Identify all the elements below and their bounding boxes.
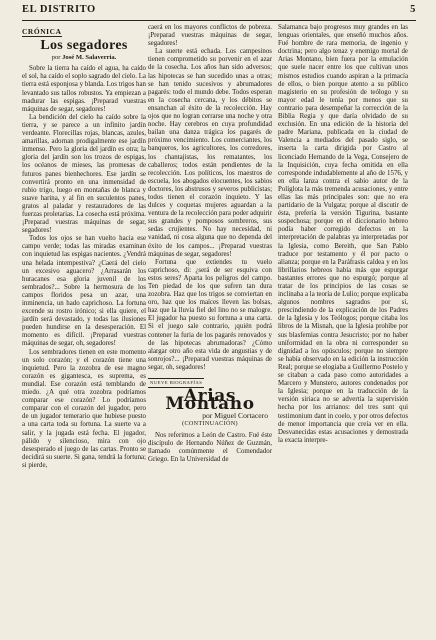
paragraph: Salamanca bajo progresos muy grandes en las lenguas orientales, que enseñó muchos años. Fué hombre de rara memoria, de ingenio y doctrina; pero algo tenaz y enemigo mortal de Arias Montano, bien fuera por la emulación que suele nacer entre los que cultivan unos mismos estudios cuando aspiran a la primacía de ellos, o bien porque atento a su público magisterio en su profesión de teólogo y su mayor edad le tenía por menos que su contrario para desempeñar la corrección de la Biblia Regia y que daría olvidado de su exclusión. En una edición de la historia del padre Mariana, publicada en la ciudad de Valencia a mediados del pasado siglo, se inserta la carta dirigida por Castro al licenciado Hernando de la Vega, Consejero de la Inquisición, cuya fecha omitida en ella corresponde indudablemente al año de 1576, y en ella lanza contra el sabio autor de la Políglota la más tremenda acusaciones, y entre ellas las más principales son: que no era partidario de la Vulgata; porque al discutir de ésta, prefería la versión Tigurina, bastante sospechosa; porque en el diccionario hebreo podía haber corregido defectos en la interpretación de palabras ya interpretadas por la Iglesia, como Bereith, que San Pablo traduce por testamento y él por pacto o alianza; porque en la Paráfrasis caldea y en los librillarios hebreos había más que espurgar bastantes errores que no espurgó; porque al tratar de los principios de las cosas se inclinaba a la teoría de Lulio; porque explicaba algunos nombres sagrados por sí, prescindiendo de la explicación de los Padres de la Iglesia y los Teólogos; porque citaba los libros de la Misnah, que la Iglesia prohíbe por sus blasfemias contra Jesucristo; por no haber uniformidad en la obra ni corresponder su dignidad a los opúsculos; porque no siempre se había observado en la edición la instrucción Real; porque se elogiaba a Guillermo Postelo y se citaban a cada paso como autoridades a Marcero y Munstero, autores condenados por la Iglesia; porque en la traducción de la versión siriaca no se advertía la supervisión hecha por los arrianos: del tres sunt qui testimonium dant in coelo, y por otros defectos de menor importancia que creía ver en ella. Desvanecidas estas acusaciones y demostrada la exacta interpre-: [278, 24, 408, 444]
paragraph: Todos los ojos se han vuelto hacia ese campo verde; todas las miradas examinan con inquietud las espigas nacientes. ¿Vendrá una helada intempestiva? ¿Caerá del cielo un excesivo aguacero? ¿Arrasarán los huracanes esa gloria juvenil de los sembrados?... Sobre la hermosura de los campos floridos pesa un azar, una inminencia, un hado caprichoso. La fortuna excende su rostro irónico; si ella quiere, el jardín será devastado, y todas las ilusiones pueden hundirse en la desesperación. El momento es difícil. ¡Preparad vuestras máquinas de segar, oh, segadores!: [22, 235, 146, 348]
article-title: Los segadores: [40, 38, 128, 54]
header-rule: [22, 20, 416, 21]
section-label: CRÓNICA: [22, 27, 62, 36]
column-3: [278, 24, 408, 445]
continuation-note: (CONTINUACIÓN): [182, 420, 238, 428]
paragraph: Fortuna que extiendes tu vuelo caprichoso, di: ¿será de ser esquiva con estos seres? Aparta los peligros del campo. Ten piedad de los que sufren tan dura zozobra. Haz que los trigos se conviertan en oro, haz que los maíces lleven las bolsas, haz que la lluvia fiel del lino no se malogre. El jugador ha puesto su fortuna a una carta. Si el juego sale contrario, ¡quién podrá contener la furia de los pagarés renovados y de las hipotecas abrumadoras? ¿Cómo alargar otro año esta vida de angustias y de sonrojos?... ¡Preparad vuestras máquinas de segar, oh, segadores!: [148, 258, 272, 371]
series-label: NUEVE BIOGRAFÍAS: [148, 378, 204, 388]
paragraph: La suerte está echada. Los campesinos tienen comprometido su porvenir en el azar de la cosecha. Los años han sido adversos; las hipotecas se han sucedido unas a otras; se han tenido sucesivos y abrumadores pagarés: todo el mundo debe. Todos esperan en la cosecha cercana, y los débitos se ensanchan al éxito de la recolección. Hay ojos que no logran cerrarse una noche y otra noche. Hay cerebros en cuya profundidad bailan una danza trágica los pagarés de próximo vencimiento. Los comerciantes, los banqueros, los agricultores, los corredores, los chantajistas, los rematantes, los caballeros; todos están pendientes de la recolección. Los políticos, los maestros de escuela, los abogados elocuentes, los sabios doctores, los abstrusos y severos publicistas; todos tienen el corazón inquieto. Y las dulces y coquetas mujeres aguardan a la ventura de la recolección para poder adquirir sus grandes y pomposos sombreros, sus sedas crujientes. No hay necesidad, ni vanidad, ni cosa alguna que no dependa del éxito de los campos... ¡Preparad vuestras máquinas de segar, segadores!: [148, 48, 272, 258]
column-1: [22, 24, 146, 470]
paragraph: Nos referimos a León de Castro. Fué éste discípulo de Hernando Núñez de Guzmán, llamado comúnmente el Comendador Griego. En la Universidad de: [148, 431, 272, 463]
byline: [22, 54, 146, 62]
byline-prefix: por: [51, 54, 61, 62]
publication-name: EL DISTRITO: [22, 4, 96, 15]
page-number: 5: [410, 4, 416, 15]
paragraph: Sobre la tierra ha caído el agua, ha caído el sol, ha caído el soplo sagrado del cielo. La tierra está esponjosa y blanda. Los trigos han levantado sus tallos robustos. Ya empiezan a madurar las espigas. ¡Preparad vuestras máquinas de segar, segadores!: [22, 65, 146, 113]
author-name: José M. Salaverria.: [62, 54, 117, 62]
paragraph: La bendición del cielo ha caído sobre la tierra, y se parece a un infinito jardín verdeante. Florecillas rojas, blancas, azules, amarillas, adornan prodigalmente ese jardín inmenso. Pero la gloria del jardín es otra; la gloria del jardín son los trozos de espigas, los océanos de mieses, las promesas de futuros panes bienhechores. Ese jardín se convertirá pronto en una inmensidad de rubio trigo, luego en montañas de blanca y suave harina, y al fin en suculentos panes, gratos al paladar y restauradores de las fuerzas proletarias. La cosecha está próxima. ¡Preparad vuestras máquinas de segar, segadores!: [22, 113, 146, 235]
column-2: [148, 24, 272, 464]
paragraph: caerá en los mayores conflictos de pobreza. ¡Preparad vuestras máquinas de segar, segadores!: [148, 24, 272, 48]
article-title-2: Arias Montano: [165, 386, 255, 415]
running-head: [22, 4, 416, 20]
byline-2: por Miguel Cortacero: [202, 411, 268, 421]
paragraph: Los sembradores tienen en este momento un solo corazón; y el corazón tiene una inquietud. Pero la zozobra de ese magno corazón es gigantesca, es suprema, es mundial. Ese corazón está temblando de miedo. ¿A qué otra zozobra podríamos comparar ese corazón? Lo podríamos comparar con el corazón del jugador, pero de un jugador temerario que hubiese puesto a una carta toda su fortuna. La suerte va a salir, y la jugada está fecha. El jugador, pálido y silencioso, mira con ojo desesperado el juego de las cartas. Pronto se decidirá su suerte. Si gana, tendrá la fortuna; si pierde,: [22, 348, 146, 469]
